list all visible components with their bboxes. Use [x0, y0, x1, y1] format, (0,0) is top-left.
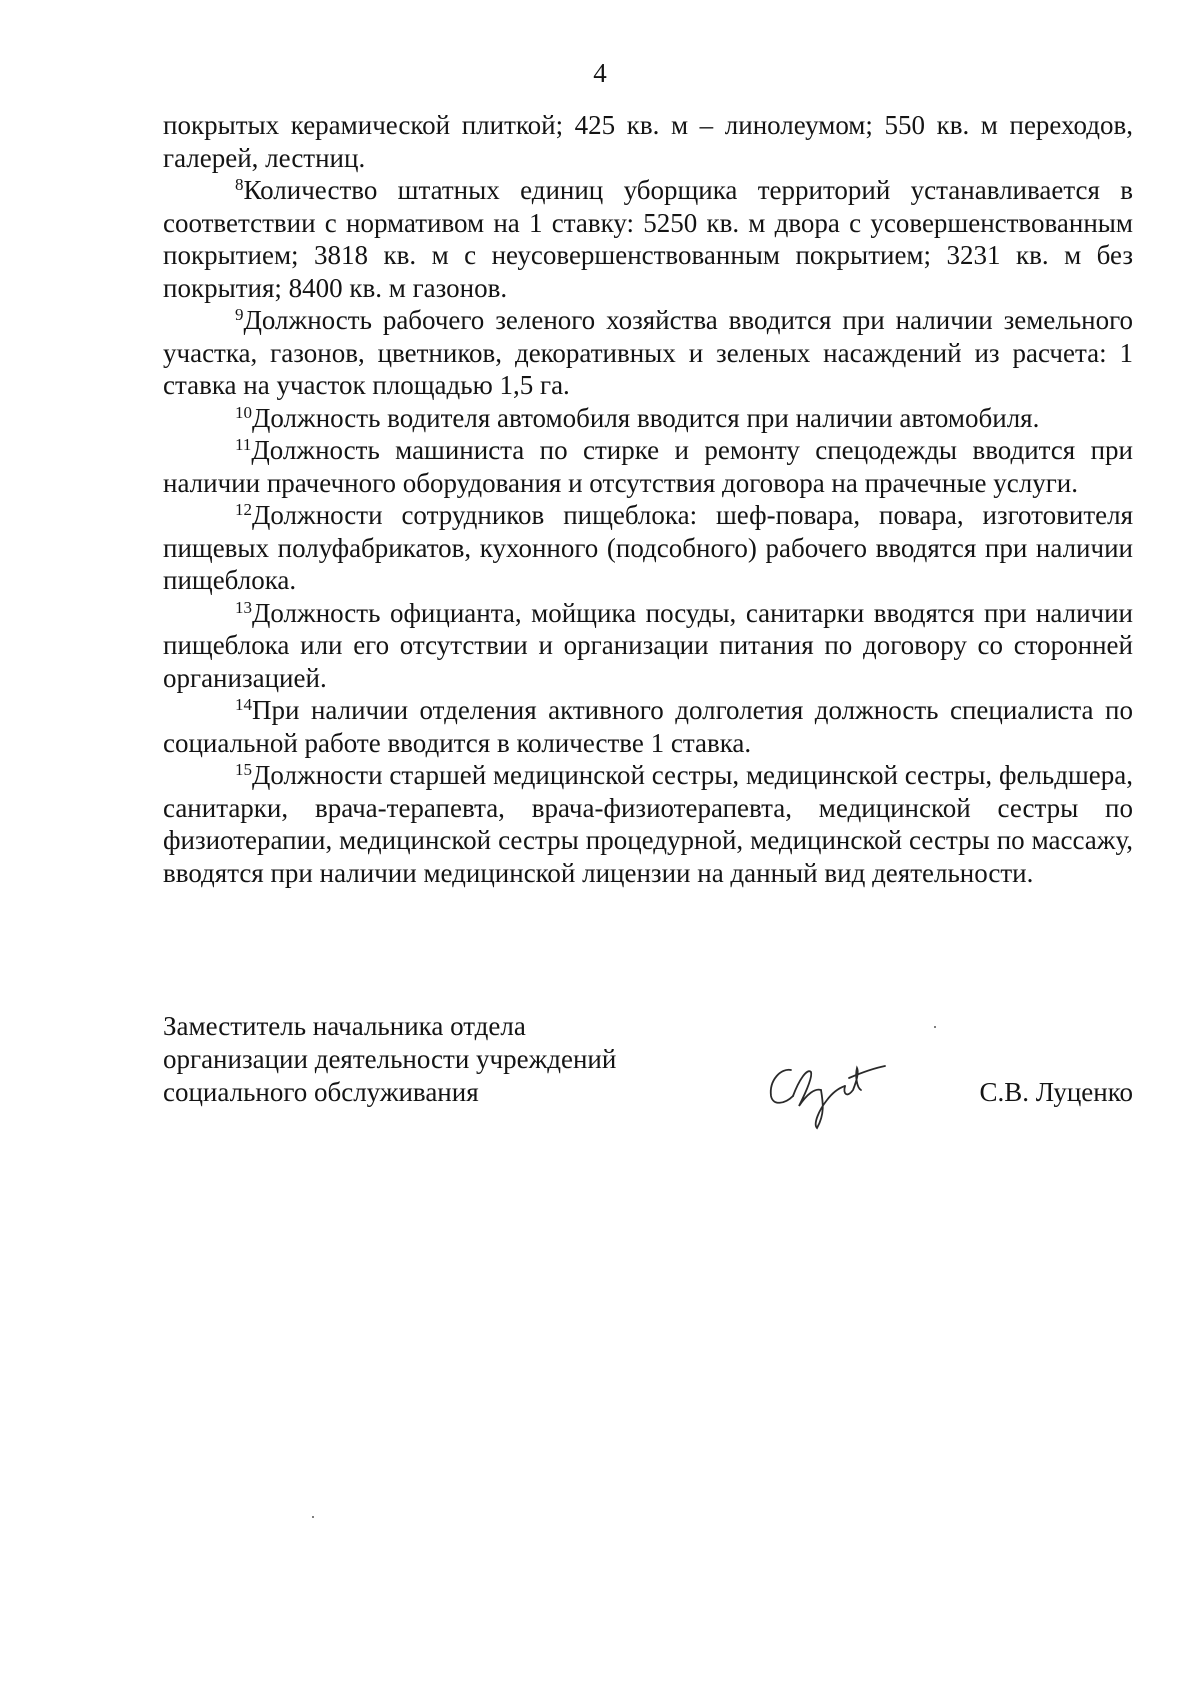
footnote-text: Должности сотрудников пищеблока: шеф-повара, повара, изготовителя пищевых полуфабрикатов, кухонного (подсобного) рабочего вводятся при наличии пищеблока.	[163, 500, 1133, 595]
footnote-text: Количество штатных единиц уборщика территорий устанавливается в соответствии с нормативом на 1 ставку: 5250 кв. м двора с усовершенствованным покрытием; 3818 кв. м с неусовершенствованным покрытием; 3231 кв. м без покрытия; 8400 кв. м газонов.	[163, 175, 1133, 303]
footnote-15	[163, 759, 1133, 889]
scan-speck	[934, 1026, 936, 1028]
footnote-14	[163, 694, 1133, 759]
handwritten-signature	[763, 1050, 888, 1132]
footnote-marker: 11	[235, 435, 252, 454]
footnote-marker: 9	[235, 305, 244, 324]
footnote-text: При наличии отделения активного долголетия должность специалиста по социальной работе вводится в количестве 1 ставка.	[163, 695, 1133, 758]
footnote-12	[163, 499, 1133, 597]
footnote-11	[163, 434, 1133, 499]
footnote-text: Должность официанта, мойщика посуды, санитарки вводятся при наличии пищеблока или его отсутствии и организации питания по договору со сторонней организацией.	[163, 597, 1133, 693]
footnote-10	[163, 402, 1133, 435]
paragraph-continuation	[163, 109, 1133, 174]
signatory-position-line: организации деятельности учреждений	[163, 1044, 617, 1074]
footnote-marker: 12	[235, 500, 252, 519]
page-number: 4	[593, 58, 607, 88]
footnote-8	[163, 174, 1133, 304]
footnote-marker: 13	[235, 597, 252, 617]
signatory-name: С.В. Луценко	[979, 1077, 1133, 1107]
document-body	[163, 109, 1133, 889]
footnote-9	[163, 304, 1133, 402]
signature-block	[163, 1010, 1133, 1150]
signatory-position	[163, 1010, 683, 1109]
footnote-marker: 14	[235, 695, 252, 714]
footnote-13	[163, 597, 1133, 695]
signatory-position-line: Заместитель начальника отдела	[163, 1011, 526, 1041]
footnote-text: Должность рабочего зеленого хозяйства вводится при наличии земельного участка, газонов, цветников, декоративных и зеленых насаждений из расчета: 1 ставка на участок площадью 1,5 га.	[163, 305, 1133, 400]
footnote-text: Должность водителя автомобиля вводится при наличии автомобиля.	[252, 402, 1040, 433]
footnote-text: Должность машиниста по стирке и ремонту спецодежды вводится при наличии прачечного оборудования и отсутствия договора на прачечные услуги.	[163, 435, 1133, 498]
footnote-marker: 15	[235, 760, 252, 779]
footnote-text: Должности старшей медицинской сестры, медицинской сестры, фельдшера, санитарки, врача-терапевта, врача-физиотерапевта, медицинской сестры по физиотерапии, медицинской сестры процедурной, медицинской сестры по массажу, вводятся при наличии медицинской лицензии на данный вид деятельности.	[163, 760, 1133, 888]
scan-speck	[312, 1516, 314, 1518]
paragraph-text: покрытых керамической плиткой; 425 кв. м – линолеумом; 550 кв. м переходов, галерей, лестниц.	[163, 110, 1133, 173]
footnote-marker: 8	[235, 175, 244, 194]
signatory-position-line: социального обслуживания	[163, 1077, 479, 1107]
footnote-marker: 10	[235, 402, 252, 422]
